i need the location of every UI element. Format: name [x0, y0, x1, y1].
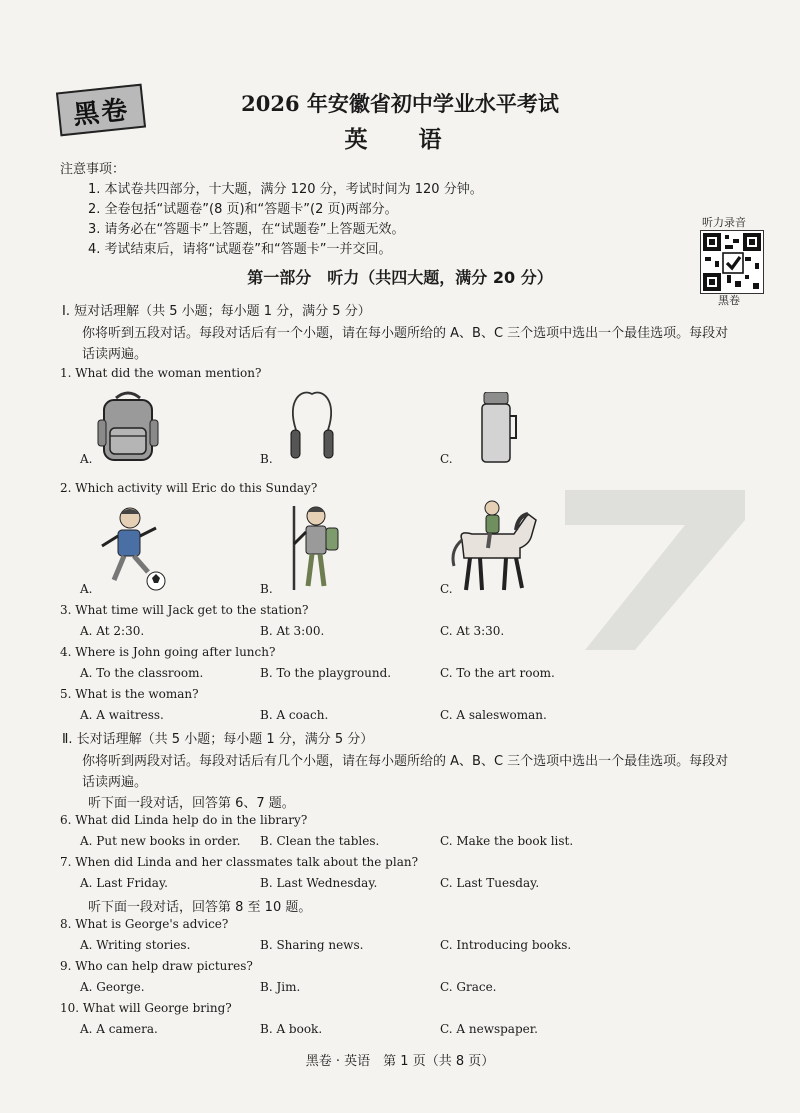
q2-option-a[interactable]: A.	[80, 582, 93, 596]
q9-option-b[interactable]: B. Jim.	[260, 980, 301, 994]
q7-option-c[interactable]: C. Last Tuesday.	[440, 876, 540, 890]
question-2: 2. Which activity will Eric do this Sunday?	[60, 481, 318, 495]
q8-option-a[interactable]: A. Writing stories.	[80, 938, 191, 952]
q4-option-b[interactable]: B. To the playground.	[260, 666, 392, 680]
q5-option-b[interactable]: B. A coach.	[260, 708, 329, 722]
brand-badge: 黑卷	[56, 84, 146, 137]
q10-option-a[interactable]: A. A camera.	[80, 1022, 158, 1036]
dialogue-2-intro: 听下面一段对话，回答第 8 至 10 题。	[88, 900, 312, 915]
q1-option-b[interactable]: B.	[260, 452, 273, 466]
q2-option-c[interactable]: C.	[440, 582, 453, 596]
question-3: 3. What time will Jack get to the station?	[60, 603, 309, 617]
thermos-icon	[476, 392, 520, 464]
q3-option-c[interactable]: C. At 3:30.	[440, 624, 505, 638]
q3-option-b[interactable]: B. At 3:00.	[260, 624, 325, 638]
qr-brand: 黑卷	[718, 294, 740, 307]
section-two-instruction: 你将听到两段对话。每段对话后有几个小题，请在每小题所给的 A、B、C 三个选项中选出一个最佳选项。每段对	[82, 754, 729, 769]
question-9: 9. Who can help draw pictures?	[60, 959, 253, 973]
q8-option-c[interactable]: C. Introducing books.	[440, 938, 572, 952]
notice-item: 1. 本试卷共四部分，十大题，满分 120 分，考试时间为 120 分钟。	[88, 182, 483, 197]
q9-option-c[interactable]: C. Grace.	[440, 980, 497, 994]
q4-option-c[interactable]: C. To the art room.	[440, 666, 555, 680]
question-4: 4. Where is John going after lunch?	[60, 645, 276, 659]
question-1: 1. What did the woman mention?	[60, 366, 262, 380]
notice-heading: 注意事项：	[60, 162, 126, 177]
horse-riding-icon	[448, 500, 544, 596]
q10-option-c[interactable]: C. A newspaper.	[440, 1022, 538, 1036]
question-6: 6. What did Linda help do in the library?	[60, 813, 308, 827]
page-footer: 黑卷 · 英语 第 1 页（共 8 页）	[305, 1054, 495, 1069]
hiking-boy-icon	[288, 500, 344, 592]
q7-option-b[interactable]: B. Last Wednesday.	[260, 876, 378, 890]
qr-caption: 听力录音	[702, 216, 746, 229]
q9-option-a[interactable]: A. George.	[80, 980, 145, 994]
part-one-heading: 第一部分 听力（共四大题，满分 20 分）	[247, 268, 553, 287]
notice-item: 2. 全卷包括“试题卷”(8 页)和“答题卡”(2 页)两部分。	[88, 202, 398, 217]
question-8: 8. What is George's advice?	[60, 917, 229, 931]
q8-option-b[interactable]: B. Sharing news.	[260, 938, 364, 952]
question-5: 5. What is the woman?	[60, 687, 199, 701]
backpack-icon	[96, 390, 160, 464]
q6-option-b[interactable]: B. Clean the tables.	[260, 834, 380, 848]
notice-item: 3. 请务必在“答题卡”上答题，在“试题卷”上答题无效。	[88, 222, 405, 237]
q1-option-c[interactable]: C.	[440, 452, 453, 466]
section-one-instruction: 话读两遍。	[82, 347, 148, 362]
football-boy-icon	[94, 506, 168, 592]
jump-rope-icon	[282, 390, 342, 464]
q6-option-a[interactable]: A. Put new books in order.	[80, 834, 241, 848]
q1-option-a[interactable]: A.	[80, 452, 93, 466]
question-10: 10. What will George bring?	[60, 1001, 232, 1015]
section-two-heading: Ⅱ. 长对话理解（共 5 小题；每小题 1 分，满分 5 分）	[62, 732, 374, 747]
q4-option-a[interactable]: A. To the classroom.	[80, 666, 204, 680]
question-7: 7. When did Linda and her classmates talk about the plan?	[60, 855, 419, 869]
subject-title: 英 语	[344, 126, 456, 153]
section-one-instruction: 你将听到五段对话。每段对话后有一个小题，请在每小题所给的 A、B、C 三个选项中选出一个最佳选项。每段对	[82, 326, 729, 341]
q2-option-b[interactable]: B.	[260, 582, 273, 596]
exam-title: 2026 年安徽省初中学业水平考试	[241, 91, 559, 116]
q3-option-a[interactable]: A. At 2:30.	[80, 624, 145, 638]
q6-option-c[interactable]: C. Make the book list.	[440, 834, 574, 848]
notice-item: 4. 考试结束后，请将“试题卷”和“答题卡”一并交回。	[88, 242, 392, 257]
q5-option-c[interactable]: C. A saleswoman.	[440, 708, 547, 722]
q10-option-b[interactable]: B. A book.	[260, 1022, 323, 1036]
q7-option-a[interactable]: A. Last Friday.	[80, 876, 168, 890]
section-two-instruction: 话读两遍。	[82, 775, 148, 790]
dialogue-1-intro: 听下面一段对话，回答第 6、7 题。	[88, 796, 295, 811]
section-one-heading: Ⅰ. 短对话理解（共 5 小题；每小题 1 分，满分 5 分）	[62, 304, 371, 319]
watermark-icon	[545, 470, 765, 660]
q5-option-a[interactable]: A. A waitress.	[80, 708, 164, 722]
